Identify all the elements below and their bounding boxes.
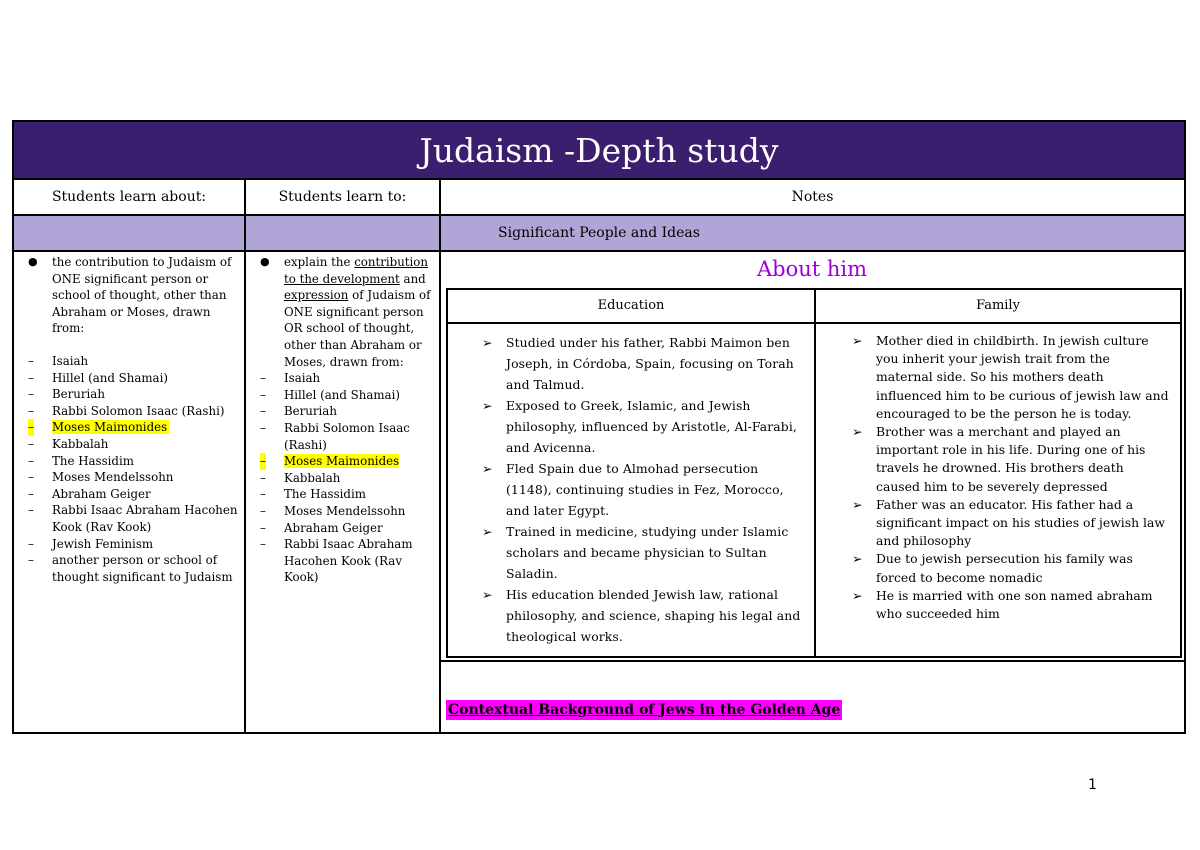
options-list — [254, 370, 432, 586]
column-divider — [244, 180, 246, 732]
dash-icon: – — [260, 404, 266, 419]
list-item: – Beruriah — [260, 404, 337, 419]
list-item: ➢ Mother died in childbirth. In jewish culture you inherit your jewish trait from the maternal side. So his mothers death influenced him to be curious of jewish law and encouraged to be the person he is today. — [852, 333, 1169, 421]
education-notes — [476, 332, 806, 647]
dash-icon: – — [260, 387, 266, 402]
header-notes: Notes — [791, 189, 834, 205]
education-header: Education — [597, 298, 665, 313]
arrowhead-right-icon: ➢ — [852, 496, 863, 512]
dash-icon: – — [28, 453, 34, 468]
list-item: ➢ Father was an educator. His father had a significant impact on his studies of jewish law and philosophy — [852, 496, 1165, 549]
notes-table — [446, 288, 1182, 658]
depth-study-table — [12, 120, 1186, 734]
list-item: – The Hassidim — [260, 487, 366, 502]
family-header: Family — [976, 298, 1020, 313]
dash-icon: – — [260, 470, 266, 485]
list-item: ➢ Studied under his father, Rabbi Maimon ben Joseph, in Córdoba, Spain, focusing on Torah and Talmud. — [476, 332, 806, 395]
dash-icon: – — [28, 486, 34, 501]
dash-icon: – — [260, 537, 266, 552]
list-item: – Kabbalah — [260, 470, 341, 485]
arrowhead-right-icon: ➢ — [852, 333, 863, 348]
dash-icon: – — [28, 536, 34, 551]
list-item: – Moses Mendelssohn — [260, 503, 406, 518]
list-item-highlighted: – Moses Maimonides — [28, 420, 168, 435]
page-number: 1 — [1088, 777, 1097, 793]
list-item: – Beruriah — [28, 387, 105, 402]
arrowhead-right-icon: ➢ — [852, 587, 863, 603]
arrowhead-right-icon: ➢ — [482, 461, 493, 476]
context-heading: Contextual Background of Jews in the Golden Age — [448, 702, 841, 718]
list-item: ➢ Trained in medicine, studying under Islamic scholars and became physician to Sultan Saladin. — [476, 521, 806, 584]
header-learn-about: Students learn about: — [51, 189, 207, 205]
learn-to-column — [254, 254, 432, 586]
options-list — [22, 353, 240, 585]
list-item: – Rabbi Isaac Abraham Hacohen Kook (Rav Kook) — [260, 537, 413, 585]
arrowhead-right-icon: ➢ — [852, 424, 863, 440]
list-item: – another person or school of thought significant to Judaism — [28, 553, 233, 584]
bullet-icon: ● — [260, 255, 270, 268]
dash-icon: – — [260, 371, 266, 386]
dash-icon: – — [28, 470, 34, 485]
learn-about-text: the contribution to Judaism of ONE significant person or school of thought, other than Abraham or Moses, drawn from: — [52, 255, 232, 336]
arrowhead-right-icon: ➢ — [482, 398, 493, 413]
learn-about-column — [22, 254, 240, 585]
dash-icon: – — [28, 387, 34, 402]
dash-icon: – — [28, 553, 34, 568]
dash-icon: – — [28, 403, 34, 418]
bullet-icon: ● — [28, 255, 38, 268]
list-item: – Abraham Geiger — [260, 520, 383, 535]
arrowhead-right-icon: ➢ — [482, 335, 493, 350]
list-item: – Hillel (and Shamai) — [260, 387, 400, 402]
list-item: – Isaiah — [28, 353, 89, 368]
arrowhead-right-icon: ➢ — [482, 524, 493, 539]
page-title: Judaism -Depth study — [14, 122, 1184, 180]
list-item: – Moses Mendelssohn — [28, 470, 174, 485]
list-item: – Abraham Geiger — [28, 486, 151, 501]
list-item: ➢ His education blended Jewish law, rational philosophy, and science, shaping his legal and theological works. — [476, 584, 806, 647]
dash-icon: – — [260, 520, 266, 535]
list-item: – Kabbalah — [28, 436, 109, 451]
arrowhead-right-icon: ➢ — [852, 551, 863, 567]
list-item: ● explain the contribution to the development and expression of Judaism of ONE significant person OR school of thought, other than Abraham or Moses, drawn from: — [260, 255, 431, 369]
row-divider — [440, 660, 1184, 662]
list-item-highlighted: – Moses Maimonides — [260, 454, 400, 469]
dash-icon: – — [28, 436, 34, 451]
list-item: ➢ Exposed to Greek, Islamic, and Jewish philosophy, influenced by Aristotle, Al-Farabi, and Avicenna. — [476, 395, 806, 458]
dash-icon: – — [28, 420, 34, 435]
list-item: – Hillel (and Shamai) — [28, 370, 168, 385]
arrowhead-right-icon: ➢ — [482, 587, 493, 602]
list-item: ➢ Brother was a merchant and played an important role in his life. During one of his travels he drowned. His brothers death caused him to be severely depressed — [852, 424, 1146, 494]
column-divider — [814, 290, 816, 656]
list-item: – Rabbi Solomon Isaac (Rashi) — [260, 420, 410, 452]
dash-icon: – — [260, 503, 266, 518]
list-item: – Rabbi Isaac Abraham Hacohen Kook (Rav Kook) — [28, 503, 238, 534]
dash-icon: – — [260, 454, 266, 469]
dash-icon: – — [260, 487, 266, 502]
section-heading: Significant People and Ideas — [14, 216, 1184, 252]
list-item: – Isaiah — [260, 371, 321, 386]
column-header-row — [14, 180, 1184, 216]
dash-icon: – — [28, 353, 34, 368]
dash-icon: – — [260, 420, 266, 435]
family-notes — [846, 332, 1170, 623]
list-item: ➢ Fled Spain due to Almohad persecution (1148), continuing studies in Fez, Morocco, and later Egypt. — [476, 458, 806, 521]
about-him-heading: About him — [756, 257, 868, 281]
dash-icon: – — [28, 503, 34, 518]
list-item: ➢ He is married with one son named abraham who succeeded him — [852, 587, 1153, 622]
list-item: – Rabbi Solomon Isaac (Rashi) — [28, 403, 225, 418]
list-item: – The Hassidim — [28, 453, 134, 468]
list-item: – Jewish Feminism — [28, 536, 154, 551]
list-item: ➢ Due to jewish persecution his family was forced to become nomadic — [852, 551, 1133, 585]
list-item — [22, 254, 240, 337]
header-learn-to: Students learn to: — [278, 189, 407, 205]
dash-icon: – — [28, 370, 34, 385]
